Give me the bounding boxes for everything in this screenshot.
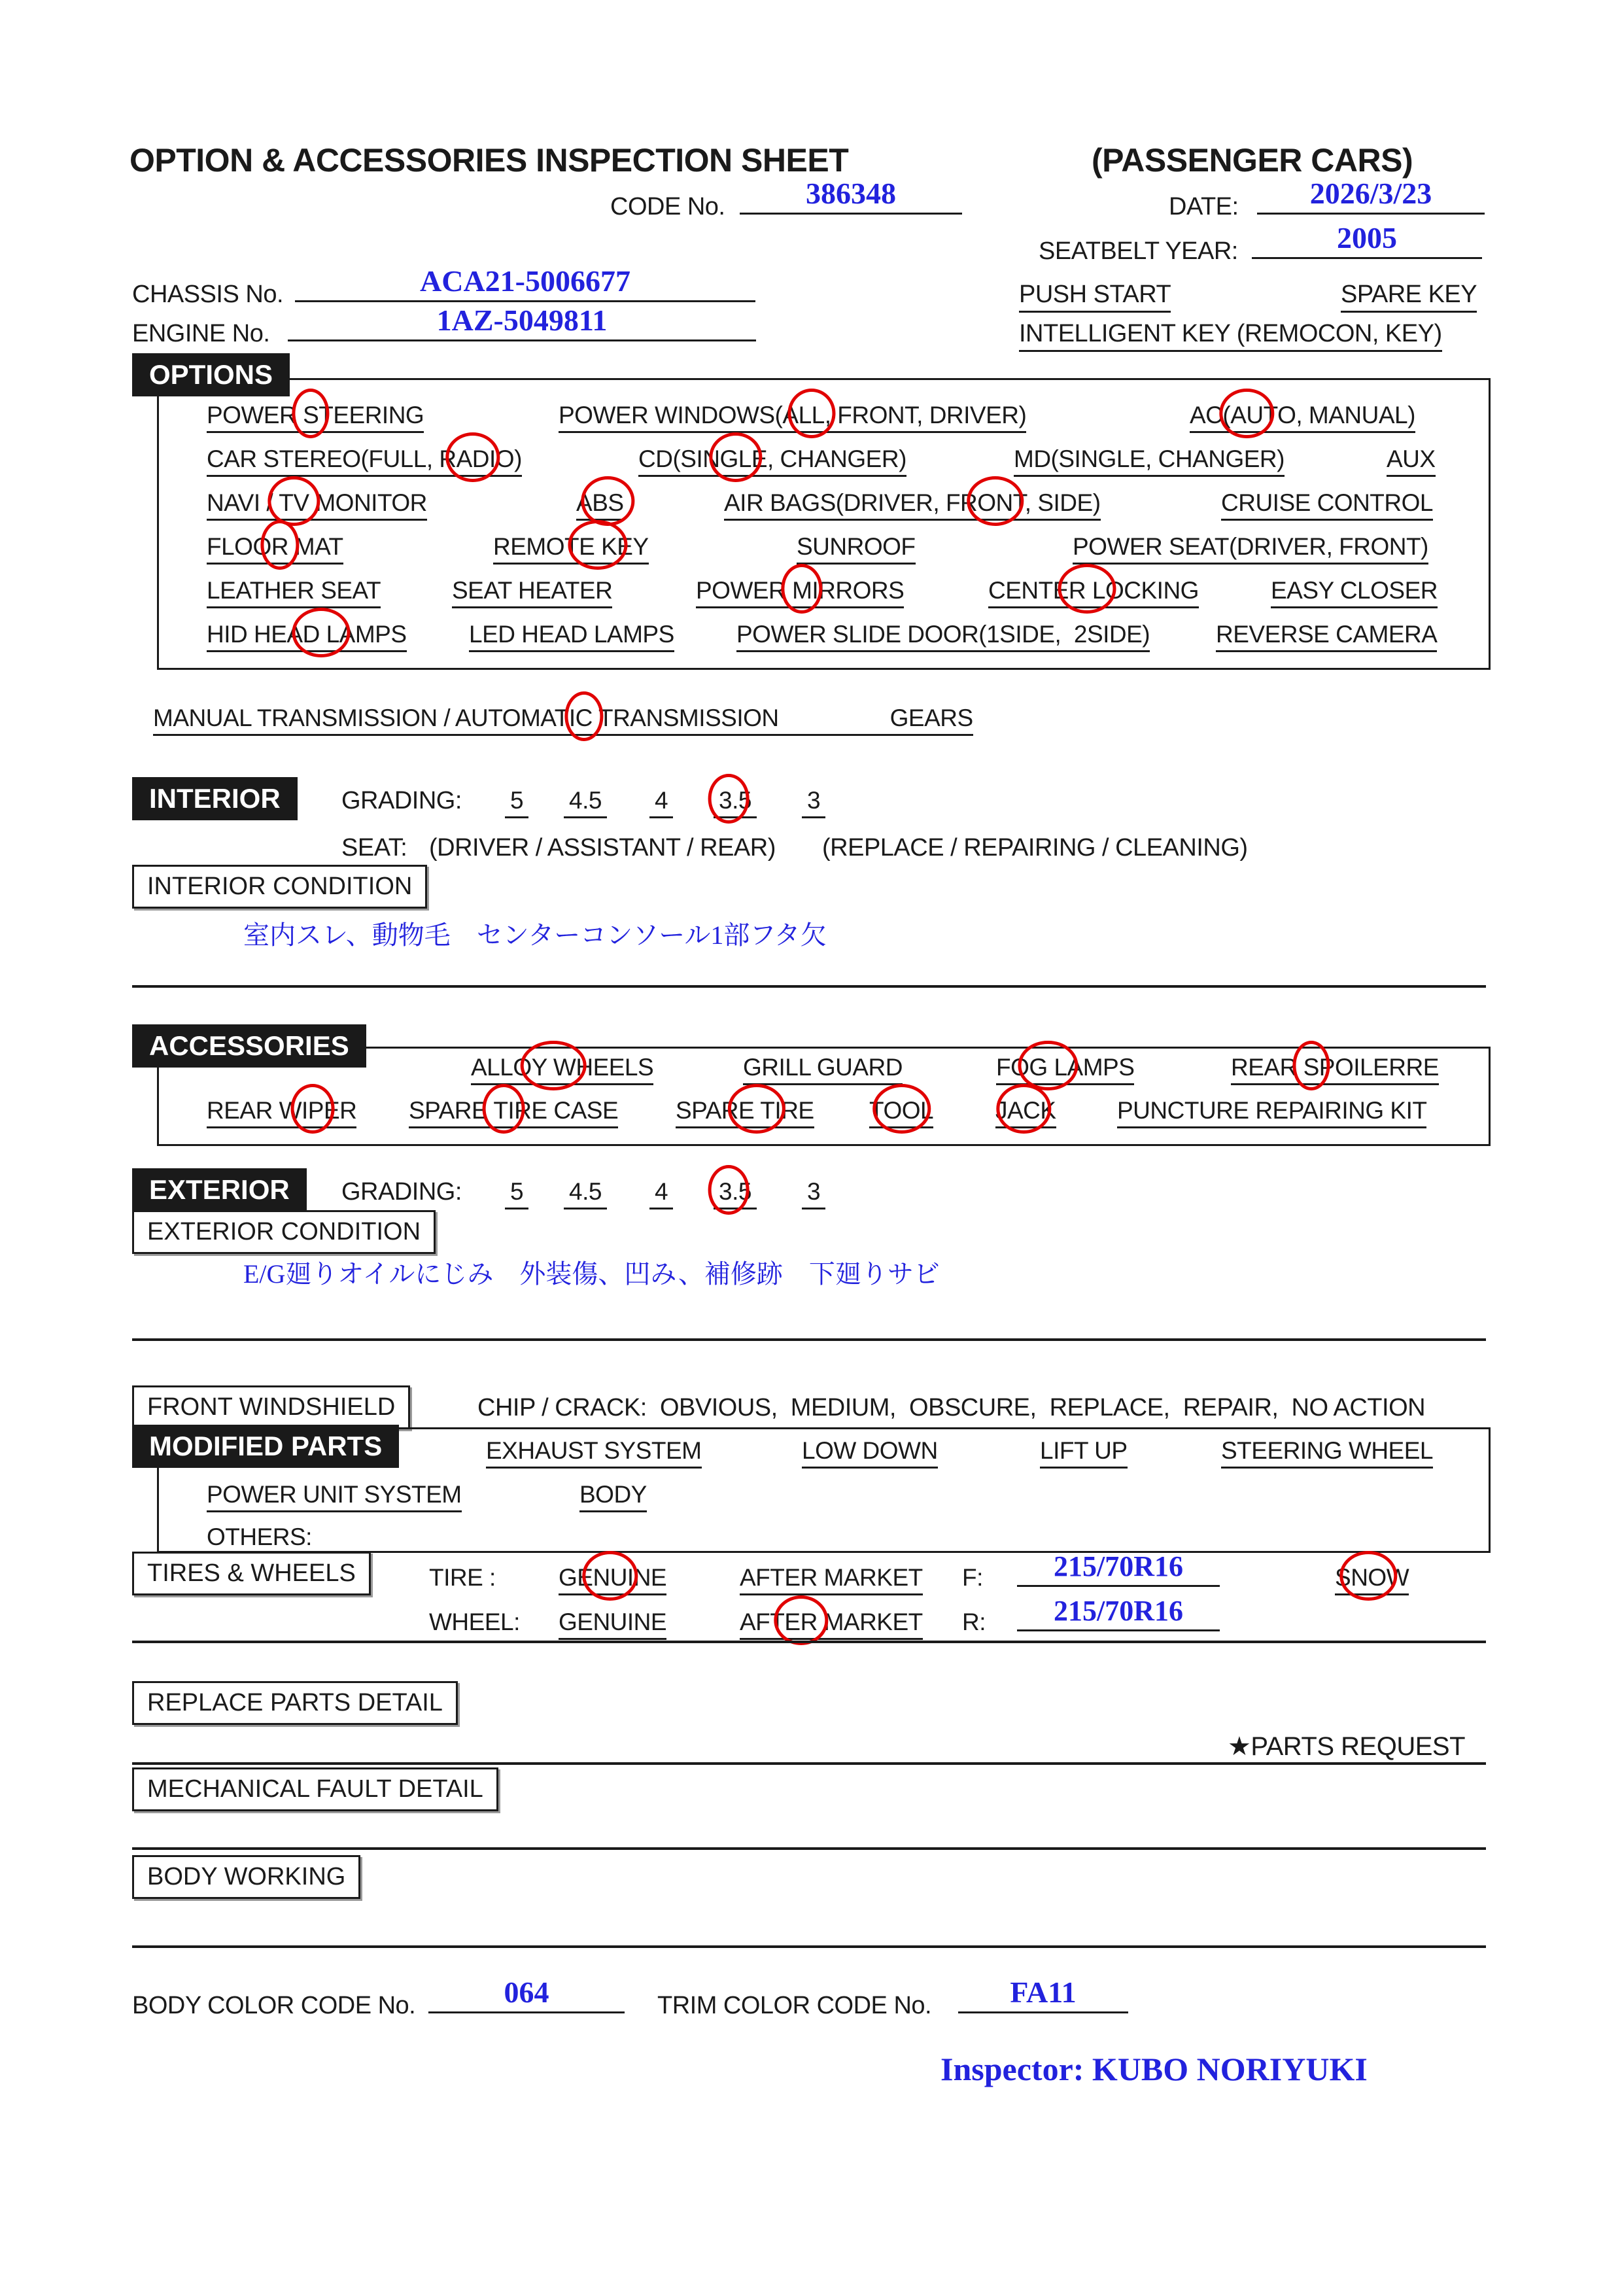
item-text: BODY — [579, 1481, 647, 1508]
divider-5 — [132, 1847, 1486, 1850]
trim-color-code-label: TRIM COLOR CODE No. — [657, 1992, 932, 2019]
wheel-label: WHEEL: — [429, 1609, 520, 1635]
transmission-options — [153, 704, 779, 731]
item-text: 3 — [807, 787, 821, 814]
push-start-label: PUSH START — [1019, 281, 1171, 313]
item-text: ALLO — [471, 1054, 532, 1081]
item-text: INE — [627, 1564, 667, 1591]
item-text: AFT — [740, 1609, 785, 1635]
red-circle-mark: IP — [302, 1097, 324, 1124]
item-text: SEAT HEATER — [452, 577, 613, 604]
divider-4 — [132, 1762, 1486, 1765]
interior-grade-3 — [802, 788, 825, 818]
item-text: AIR BAGS(DRIVER, FR — [724, 489, 978, 516]
item-text: LOW DOWN — [802, 1437, 938, 1464]
option-sunroof — [797, 534, 916, 565]
option-led-head-lamps — [469, 621, 674, 652]
option-air-bags — [724, 490, 1101, 521]
accessory-rear-wiper — [207, 1098, 356, 1128]
parts-request-label: ★PARTS REQUEST — [1228, 1732, 1465, 1761]
red-circle-mark: AU — [1230, 402, 1264, 428]
item-text: CD(SIN — [638, 445, 720, 472]
transmission-line — [153, 705, 973, 736]
option-ac — [1190, 402, 1415, 433]
wheel-genuine — [559, 1609, 666, 1640]
exterior-grade-5 — [505, 1179, 528, 1209]
item-text: AMPS — [1067, 1054, 1135, 1081]
exterior-grade-4 — [649, 1179, 673, 1209]
red-circle-mark: TI — [493, 1097, 515, 1124]
item-text: CAR STEREO(FULL, R — [207, 445, 457, 472]
option-cruise-control — [1221, 490, 1433, 521]
item-text: LEATHER SEAT — [207, 577, 381, 604]
option-center-locking — [988, 578, 1199, 608]
rear-size-label: R: — [962, 1609, 986, 1635]
red-circle-mark: R — [271, 533, 288, 560]
item-text: POWER WINDOWS(A — [559, 402, 799, 428]
item-text: 5 — [738, 787, 751, 814]
item-text: E, CHANGER) — [751, 445, 906, 472]
inspector-name: KUBO NORIYUKI — [1092, 2051, 1368, 2087]
item-text: A — [576, 489, 593, 516]
modified-others — [207, 1524, 312, 1555]
item-text: MARKET — [817, 1609, 923, 1635]
item-text: REMOT — [493, 533, 579, 560]
red-circle-mark: NU — [593, 1564, 627, 1591]
body-working-label: BODY WORKING — [132, 1855, 360, 1899]
accessory-puncture-repairing-kit — [1117, 1098, 1426, 1128]
mechanical-fault-detail-label: MECHANICAL FAULT DETAIL — [132, 1767, 498, 1811]
item-text: POILERRE — [1319, 1054, 1439, 1081]
accessory-tool — [869, 1098, 933, 1128]
item-text: POWER — [696, 577, 793, 604]
code-label: CODE No. — [610, 193, 725, 220]
red-circle-mark: Y W — [531, 1054, 576, 1081]
item-text: T — [869, 1097, 884, 1124]
modified-parts-section-label: MODIFIED PARTS — [132, 1425, 399, 1468]
option-power-slide-door — [736, 621, 1150, 652]
tires-wheels-label: TIRES & WHEELS — [132, 1552, 371, 1595]
exterior-condition-note: E/G廻りオイルにじみ 外装傷、凹み、補修跡 下廻りサビ — [243, 1259, 940, 1289]
option-navi-tv-monitor — [207, 490, 427, 521]
item-text: 5 — [510, 787, 524, 814]
item-text: J — [995, 1097, 1007, 1124]
red-circle-mark: ER — [784, 1609, 818, 1635]
red-circle-mark: 3. — [719, 1178, 738, 1205]
red-circle-mark: TV — [279, 489, 309, 516]
item-text: REVERSE CAMERA — [1216, 621, 1438, 648]
interior-grade-5 — [505, 788, 528, 818]
item-text: 4 — [655, 787, 668, 814]
item-text: SPAR — [676, 1097, 739, 1124]
date-label: DATE: — [1169, 193, 1239, 220]
item-text: MANUAL TRANSMISSION / AUTOMATI — [153, 704, 576, 731]
item-text: 4 — [655, 1178, 668, 1205]
red-circle-mark: GL — [719, 445, 751, 472]
item-text: STEERING WHEEL — [1221, 1437, 1433, 1464]
item-text: TRANSMISSION — [592, 704, 779, 731]
item-text: IRRORS — [812, 577, 905, 604]
interior-grade-3-5 — [714, 788, 757, 818]
item-text: EASY CLOSER — [1271, 577, 1438, 604]
option-abs — [576, 490, 624, 521]
front-windshield-label: FRONT WINDSHIELD — [132, 1385, 410, 1429]
item-text: POWER SLIDE DOOR(1SIDE, 2SIDE) — [736, 621, 1150, 648]
red-circle-mark: LL — [798, 402, 825, 428]
item-text: 4.5 — [569, 787, 602, 814]
divider-1 — [132, 985, 1486, 988]
item-text: EXHAUST SYSTEM — [486, 1437, 702, 1464]
red-circle-mark: S — [1303, 1054, 1319, 1081]
inspector-label: Inspector: — [940, 2051, 1092, 2087]
option-leather-seat — [207, 578, 381, 608]
red-circle-mark: E K — [579, 533, 617, 560]
seatbelt-year-value: 2005 — [1252, 222, 1482, 259]
engine-value: 1AZ-5049811 — [288, 305, 756, 341]
option-power-steering — [207, 402, 424, 433]
page-subtitle: (PASSENGER CARS) — [1092, 142, 1413, 179]
item-text: FLOO — [207, 533, 271, 560]
interior-condition-label: INTERIOR CONDITION — [132, 865, 427, 909]
item-text: MAT — [288, 533, 343, 560]
divider-2 — [132, 1338, 1486, 1341]
option-easy-closer — [1271, 578, 1438, 608]
item-text: HID HEA — [207, 621, 303, 648]
item-text: AUX — [1387, 445, 1436, 472]
item-text: POWER — [207, 402, 303, 428]
chassis-label: CHASSIS No. — [132, 281, 284, 308]
red-circle-mark: 3. — [719, 787, 738, 814]
red-circle-mark: ON — [977, 489, 1013, 516]
front-size-label: F: — [962, 1564, 983, 1591]
date-value: 2026/3/23 — [1257, 178, 1485, 215]
accessory-alloy-wheels — [471, 1054, 653, 1085]
option-reverse-camera — [1216, 621, 1437, 652]
interior-grade-4-5 — [564, 788, 607, 818]
item-text: SPARE — [409, 1097, 494, 1124]
item-text: LIFT UP — [1040, 1437, 1128, 1464]
item-text: TEERING — [319, 402, 424, 428]
accessory-spare-tire — [676, 1098, 814, 1128]
item-text: POWER UNIT SYSTEM — [207, 1481, 462, 1508]
accessory-spare-tire-case — [409, 1098, 618, 1128]
option-seat-heater — [452, 578, 612, 608]
red-circle-mark: OO — [883, 1097, 920, 1124]
item-text: L — [920, 1097, 934, 1124]
item-text: POWER SEAT(DRIVER, FRONT) — [1073, 533, 1428, 560]
item-text: 4.5 — [569, 1178, 602, 1205]
option-remote-key — [493, 534, 649, 565]
interior-condition-note: 室内スレ、動物毛 センターコンソール1部フタ欠 — [243, 920, 827, 950]
item-text: 5 — [738, 1178, 751, 1205]
item-text: FO — [996, 1054, 1029, 1081]
interior-section-label: INTERIOR — [132, 777, 298, 820]
red-circle-mark: C — [575, 704, 593, 731]
modified-lift-up — [1040, 1438, 1128, 1469]
trim-color-code-value: FA11 — [958, 1977, 1128, 2013]
interior-grading-label: GRADING: — [341, 787, 462, 814]
seatbelt-year-label: SEATBELT YEAR: — [1039, 237, 1238, 265]
item-text: MONITOR — [309, 489, 427, 516]
exterior-grade-3 — [802, 1179, 825, 1209]
item-text: 3 — [807, 1178, 821, 1205]
red-circle-mark: M — [792, 577, 812, 604]
item-text: AMPS — [339, 621, 407, 648]
option-car-stereo — [207, 446, 522, 477]
item-text: S — [1335, 1564, 1351, 1591]
interior-grade-4 — [649, 788, 673, 818]
item-text: EY — [617, 533, 649, 560]
red-circle-mark: R L — [1068, 577, 1105, 604]
tire-after-market — [740, 1565, 923, 1595]
item-text: REAR — [1231, 1054, 1303, 1081]
exterior-section-label: EXTERIOR — [132, 1168, 307, 1211]
item-text: PUNCTURE REPAIRING KIT — [1117, 1097, 1427, 1124]
exterior-grading-label: GRADING: — [341, 1178, 462, 1206]
item-text: IRE — [774, 1097, 814, 1124]
item-text: , FRONT, DRIVER) — [824, 402, 1027, 428]
item-text: T, SIDE) — [1012, 489, 1101, 516]
modified-low-down — [802, 1438, 938, 1469]
front-size-value: 215/70R16 — [1017, 1552, 1220, 1587]
item-text: AFTER MARKET — [740, 1564, 923, 1591]
item-text: ER — [323, 1097, 357, 1124]
modified-exhaust-system — [486, 1438, 702, 1469]
item-text: GRILL GUARD — [743, 1054, 903, 1081]
accessory-fog-lamps — [996, 1054, 1134, 1085]
item-text: NAVI / — [207, 489, 279, 516]
red-circle-mark: E T — [738, 1097, 775, 1124]
page-title: OPTION & ACCESSORIES INSPECTION SHEET — [129, 142, 849, 179]
red-circle-mark: BS — [592, 489, 624, 516]
exterior-grade-3-5 — [714, 1179, 757, 1209]
item-text: REAR W — [207, 1097, 302, 1124]
option-aux — [1387, 446, 1436, 477]
tire-label: TIRE : — [429, 1564, 496, 1591]
divider-6 — [132, 1945, 1486, 1948]
red-circle-mark: G L — [1029, 1054, 1067, 1081]
accessory-grill-guard — [743, 1054, 903, 1085]
option-hid-head-lamps — [207, 621, 407, 652]
option-power-windows — [559, 402, 1026, 433]
red-circle-mark: S — [303, 402, 319, 428]
chip-crack-line: CHIP / CRACK: OBVIOUS, MEDIUM, OBSCURE, REPLACE, REPAIR, NO ACTION — [477, 1394, 1426, 1421]
item-text: GE — [559, 1564, 593, 1591]
seat-label: SEAT: — [341, 834, 407, 861]
inspector-line — [940, 2051, 1368, 2087]
item-text: AC( — [1190, 402, 1231, 428]
exterior-condition-label: EXTERIOR CONDITION — [132, 1210, 436, 1254]
body-color-code-label: BODY COLOR CODE No. — [132, 1992, 416, 2019]
item-text: OCKING — [1105, 577, 1199, 604]
item-text: TO, MANUAL) — [1263, 402, 1415, 428]
options-section-label: OPTIONS — [132, 353, 290, 396]
item-text: K — [1040, 1097, 1056, 1124]
item-text: LED HEAD LAMPS — [469, 621, 674, 648]
wheel-after-market — [740, 1609, 923, 1640]
intelligent-key-label: INTELLIGENT KEY (REMOCON, KEY) — [1019, 321, 1442, 352]
seat-group-2: (REPLACE / REPAIRING / CLEANING) — [822, 834, 1248, 861]
option-md — [1014, 446, 1285, 477]
item-text: CENTE — [988, 577, 1069, 604]
item-text: SUNROOF — [797, 533, 916, 560]
chassis-value: ACA21-5006677 — [295, 266, 755, 302]
option-floor-mat — [207, 534, 343, 565]
modified-steering-wheel — [1221, 1438, 1433, 1469]
accessories-section-label: ACCESSORIES — [132, 1024, 366, 1068]
option-cd — [638, 446, 906, 477]
item-text: OTHERS: — [207, 1523, 312, 1550]
item-text: IO) — [489, 445, 522, 472]
accessory-rear-spoilerre — [1231, 1054, 1439, 1085]
divider-3 — [132, 1641, 1486, 1643]
gears-label: GEARS — [889, 704, 973, 731]
red-circle-mark: AD — [456, 445, 490, 472]
accessory-jack — [995, 1098, 1056, 1128]
item-text: MD(SINGLE, CHANGER) — [1014, 445, 1285, 472]
item-text: RE CASE — [514, 1097, 619, 1124]
seat-group-1: (DRIVER / ASSISTANT / REAR) — [429, 834, 776, 861]
red-circle-mark: AC — [1007, 1097, 1041, 1124]
red-circle-mark: NO — [1351, 1564, 1387, 1591]
option-power-mirrors — [696, 578, 904, 608]
spare-key-label: SPARE KEY — [1341, 281, 1477, 313]
code-value: 386348 — [740, 178, 962, 215]
red-circle-mark: D L — [302, 621, 339, 648]
body-color-code-value: 064 — [428, 1977, 625, 2013]
modified-body — [579, 1482, 647, 1512]
item-text: 5 — [510, 1178, 524, 1205]
tire-genuine — [559, 1565, 666, 1595]
item-text: W — [1386, 1564, 1409, 1591]
engine-label: ENGINE No. — [132, 320, 270, 347]
rear-size-value: 215/70R16 — [1017, 1596, 1220, 1631]
replace-parts-detail-label: REPLACE PARTS DETAIL — [132, 1681, 458, 1725]
modified-power-unit-system — [207, 1482, 462, 1512]
item-text: HEELS — [576, 1054, 654, 1081]
option-power-seat — [1073, 534, 1428, 565]
item-text: CRUISE CONTROL — [1221, 489, 1433, 516]
item-text: GENUINE — [559, 1609, 667, 1635]
exterior-grade-4-5 — [564, 1179, 607, 1209]
tire-snow — [1335, 1565, 1409, 1595]
